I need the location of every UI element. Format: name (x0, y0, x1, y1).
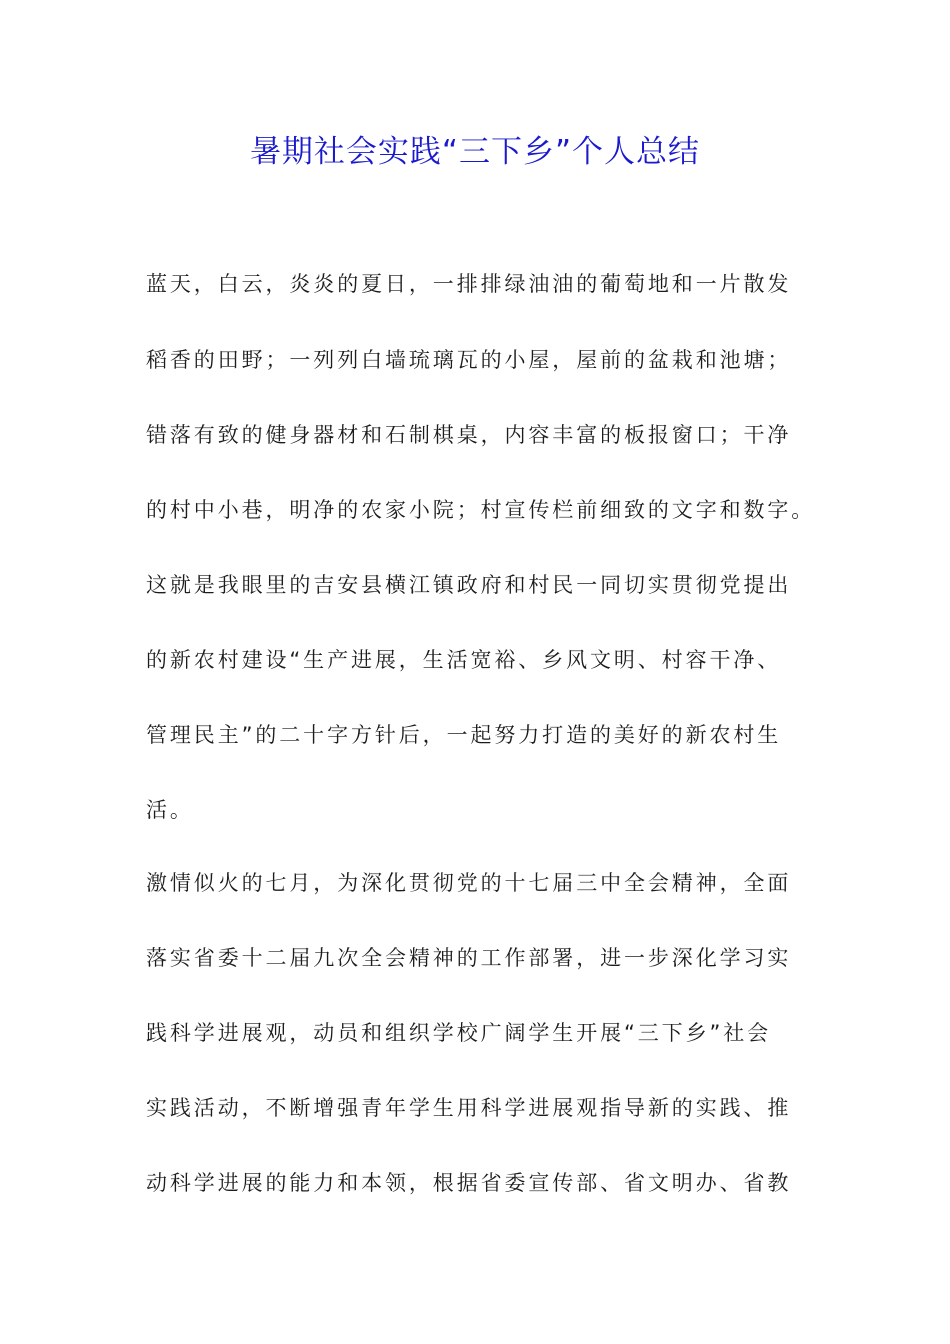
text-line: 的村中小巷，明净的农家小院；村宣传栏前细致的文字和数字。 (146, 498, 816, 522)
document-title: 暑期社会实践“三下乡”个人总结 (249, 134, 701, 170)
text-line: 这就是我眼里的吉安县横江镇政府和村民一同切实贯彻党提出 (146, 573, 792, 597)
text-line: 管理民主”的二十字方针后，一起努力打造的美好的新农村生 (146, 723, 782, 747)
text-line: 错落有致的健身器材和石制棋桌，内容丰富的板报窗口；干净 (146, 423, 792, 447)
text-line: 活。 (146, 798, 194, 822)
text-line: 的新农村建设“生产进展，生活宽裕、乡风文明、村容干净、 (146, 648, 782, 672)
text-line: 践科学进展观，动员和组织学校广阔学生开展“三下乡”社会 (146, 1021, 772, 1045)
text-line: 实践活动，不断增强青年学生用科学进展观指导新的实践、推 (146, 1096, 792, 1120)
text-line: 稻香的田野；一列列白墙琉璃瓦的小屋，屋前的盆栽和池塘； (146, 348, 792, 372)
text-line: 激情似火的七月，为深化贯彻党的十七届三中全会精神，全面 (146, 871, 792, 895)
text-line: 落实省委十二届九次全会精神的工作部署，进一步深化学习实 (146, 946, 792, 970)
text-line: 蓝天，白云，炎炎的夏日，一排排绿油油的葡萄地和一片散发 (146, 272, 792, 296)
text-line: 动科学进展的能力和本领，根据省委宣传部、省文明办、省教 (146, 1171, 792, 1195)
